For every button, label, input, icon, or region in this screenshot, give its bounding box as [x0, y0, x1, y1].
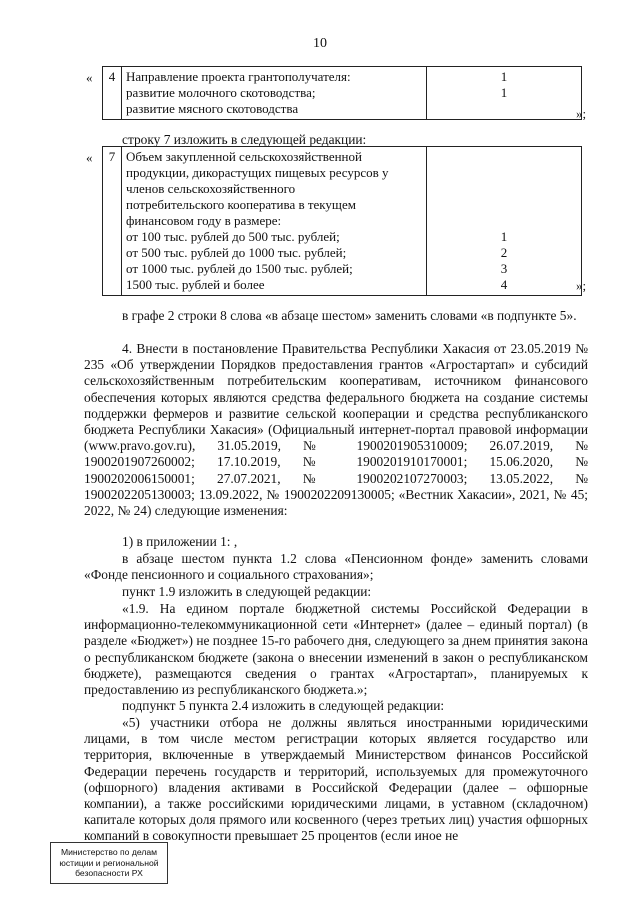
table-row-7 [102, 146, 582, 296]
table2-line-2: членов сельскохозяйственного [126, 181, 296, 196]
table2-line-6: от 500 тыс. рублей до 1000 тыс. рублей; [126, 245, 347, 260]
stamp-line-1: Министерство по делам [60, 847, 158, 858]
paragraph-point-2-4-intro: подпункт 5 пункта 2.4 изложить в следующей редакции: [122, 698, 445, 713]
table2-value-7: 3 [500, 261, 508, 276]
table1-line-1: развитие молочного скотоводства; [126, 85, 316, 100]
paragraph-graph-2: в графе 2 строки 8 слова «в абзаце шестом» заменить словами «в подпункте 5». [122, 308, 577, 323]
table2-line-1: продукции, дикорастущих пищевых ресурсов у [126, 165, 389, 180]
paragraph-subitem-1: 1) в приложении 1: , [122, 534, 238, 549]
table2-quote-close: »; [576, 278, 587, 293]
table1-line-2: развитие мясного скотоводства [126, 101, 299, 116]
paragraph-item-4: 4. Внести в постановление Правительства Республики Хакасия от 23.05.2019 № 235 «Об утверждении Порядков предоставления грантов «Агростартап» и субсидий сельскохозяйственным потребительским кооперативам, источником финансового обеспечения которых являются средства федерального бюджета на создание системы поддержки фермеров и развитие сельской кооперации и средства республиканского бюджета Республики Хакасия» (Официальный интернет-портал правовой информации (www.pravo.gov.ru), 31.05.2019, № 1900201905310009; 26.07.2019, № 1900201907260002; 17.10.2019, № 1900201910170001; 15.06.2020, № 1900202006150001; 27.07.2021, № 1900202107270003; 13.05.2022, № 1900202205130003; 13.09.2022, № 1900202209130005; «Вестник Хакасии», 2021, № 45; 2022, № 24) следующие изменения: [84, 341, 588, 519]
table2-value-8: 4 [500, 277, 508, 292]
page-number: 10 [313, 36, 327, 51]
ministry-stamp [50, 842, 168, 884]
table2-description [122, 147, 427, 296]
table2-values [427, 147, 582, 296]
paragraph-point-2-4: «5) участники отбора не должны являться иностранными юридическими лицами, в том числе местом регистрации которых является государство или территория, включенные в утверждаемый Министерством финансов Российской Федерации перечень государств и территорий, используемых для промежуточного (офшорного) владения активами в Российской Федерации (далее – офшорные компании), а также российскими юридическими лицами, в уставном (складочном) капитале которых доля прямого или косвенного (через третьих лиц) участия офшорных компаний в совокупности превышает 25 процентов (если иное не [84, 715, 588, 844]
table1-quote-close: »; [576, 106, 587, 121]
table2-row-number: 7 [103, 147, 122, 296]
table2-value-5: 1 [500, 229, 508, 244]
table2-line-4: финансовом году в размере: [126, 213, 282, 228]
table1-quote-open: « [86, 70, 93, 85]
table1-line-0: Направление проекта грантополучателя: [126, 69, 351, 84]
table1-values [427, 67, 582, 120]
table2-line-0: Объем закупленной сельскохозяйственной [126, 149, 362, 164]
table2-line-5: от 100 тыс. рублей до 500 тыс. рублей; [126, 229, 340, 244]
table-row-4 [102, 66, 582, 120]
paragraph-point-1-9-intro: пункт 1.9 изложить в следующей редакции: [122, 584, 372, 599]
table1-description [122, 67, 427, 120]
table2-quote-open: « [86, 150, 93, 165]
table2-value-6: 2 [500, 245, 508, 260]
table2-line-3: потребительского кооператива в текущем [126, 197, 356, 212]
table2-line-8: 1500 тыс. рублей и более [126, 277, 265, 292]
paragraph-abzac-6: в абзаце шестом пункта 1.2 слова «Пенсионном фонде» заменить словами «Фонде пенсионного и социального страхования»; [84, 551, 588, 583]
table1-row-number: 4 [103, 67, 122, 120]
table1-value-2: 1 [500, 85, 508, 100]
stamp-line-2: юстиции и региональной [59, 857, 159, 868]
paragraph-point-1-9: «1.9. На едином портале бюджетной системы Российской Федерации в информационно-телекоммуникационной сети «Интернет» (далее – единый портал) (в разделе «Бюджет») не позднее 15-го рабочего дня, следующего за днем принятия закона о республиканском бюджете (закона о внесении изменений в закон о республиканском бюджете), размещаются сведения о грантах «Агростартап», планируемых к предоставлению из республиканского бюджета.»; [84, 601, 588, 698]
table1-value-1: 1 [500, 69, 508, 84]
table2-line-7: от 1000 тыс. рублей до 1500 тыс. рублей; [126, 261, 353, 276]
stamp-line-3: безопасности РХ [75, 868, 143, 879]
table2-intro: строку 7 изложить в следующей редакции: [122, 132, 367, 147]
